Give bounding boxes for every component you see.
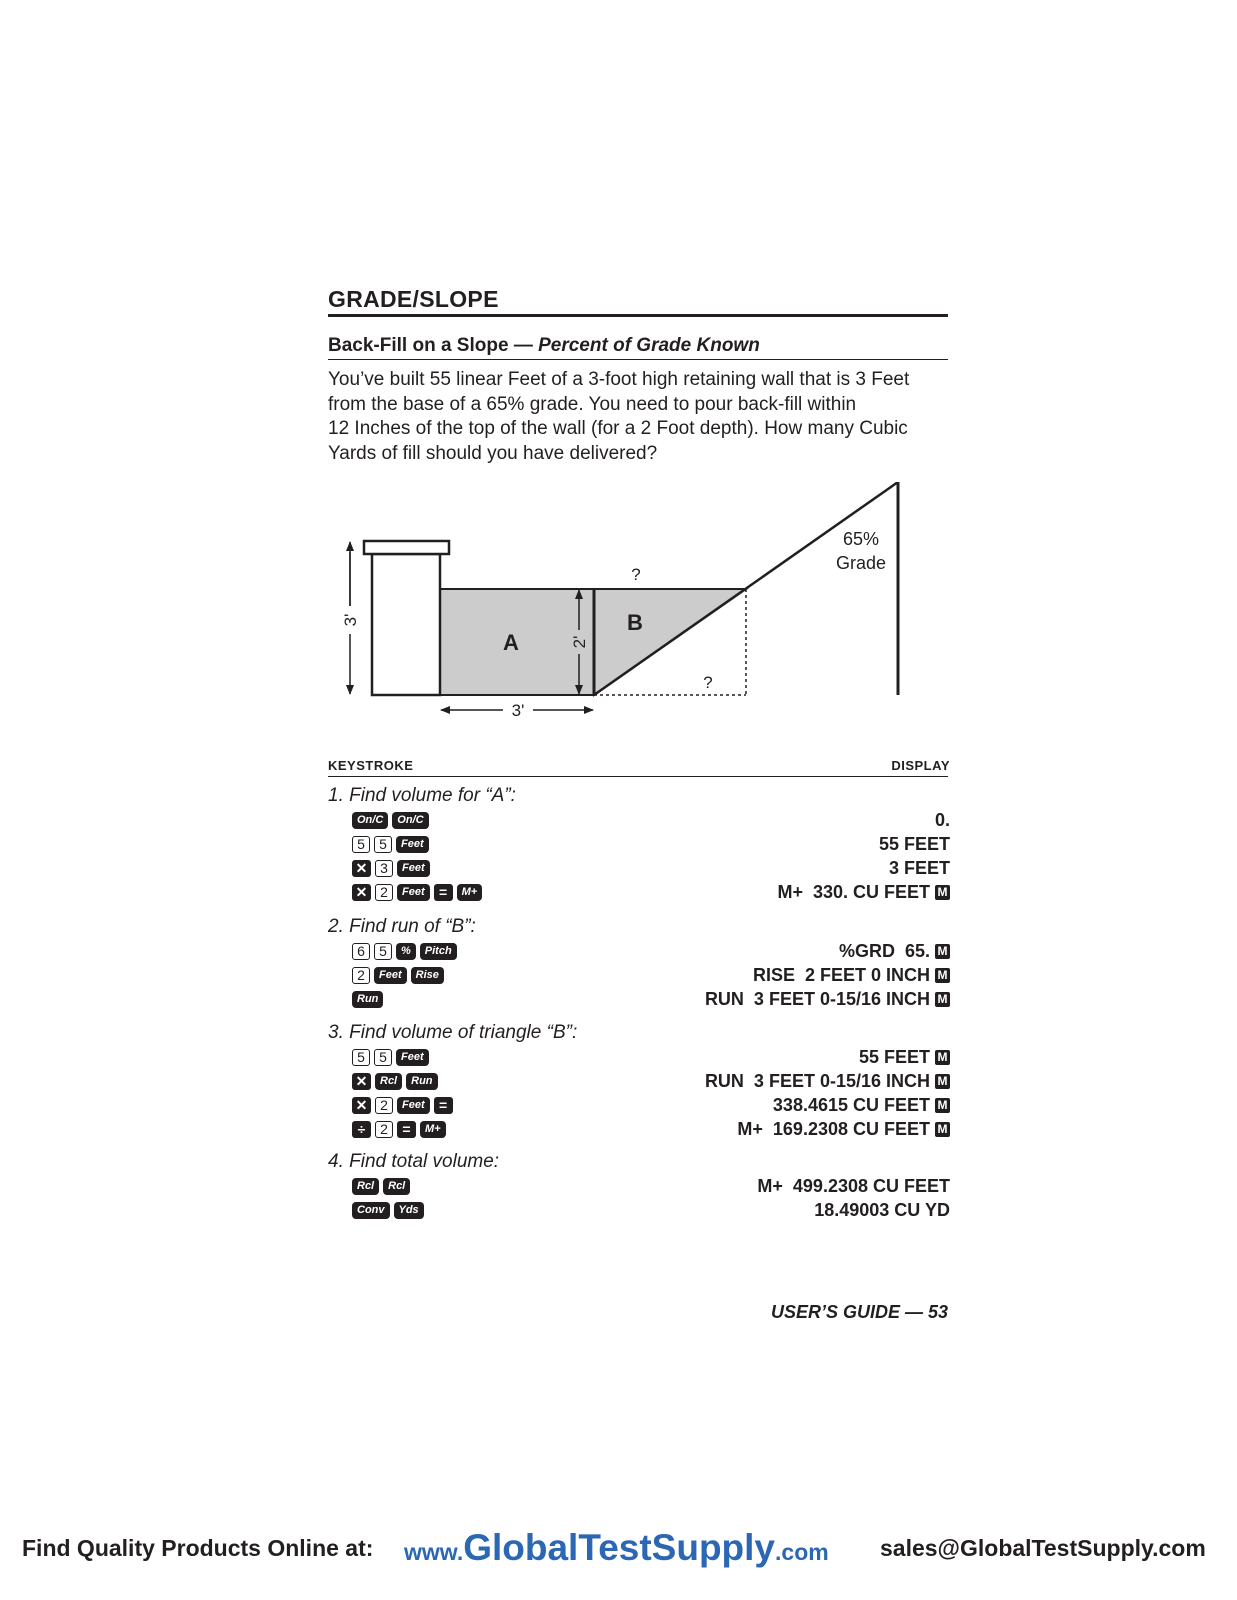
- calculator-key: Feet: [397, 884, 430, 901]
- keystroke-header: KEYSTROKE: [328, 758, 414, 773]
- calculator-key: 5: [374, 836, 392, 853]
- label-a: A: [503, 630, 519, 655]
- calculator-key: =: [397, 1121, 416, 1138]
- calculator-key: 5: [374, 943, 392, 960]
- calculator-key: Feet: [397, 860, 430, 877]
- keystroke-row: [328, 1198, 948, 1222]
- display-value: RUN 3 FEET 0-15/16 INCH M: [705, 1069, 950, 1093]
- calculator-key: Rise: [411, 967, 444, 984]
- memory-indicator: M: [935, 1050, 950, 1065]
- calculator-key: M+: [457, 884, 483, 901]
- keystroke-row: [328, 963, 948, 987]
- keystroke-sequence: [352, 1120, 446, 1138]
- banner-url[interactable]: www.GlobalTestSupply.com: [404, 1527, 829, 1568]
- display-value: 3 FEET: [888, 858, 950, 878]
- step-title: 1. Find volume for “A”:: [328, 785, 516, 806]
- calculator-key: 6: [352, 943, 370, 960]
- section-title: GRADE/SLOPE: [328, 286, 948, 317]
- step-title: 3. Find volume of triangle “B”:: [328, 1022, 578, 1043]
- calculator-key: Yds: [394, 1202, 424, 1219]
- memory-indicator: M: [935, 1074, 950, 1089]
- width-label: 3': [511, 701, 525, 720]
- grade-percent: 65%: [842, 529, 880, 549]
- step-title: 4. Find total volume:: [328, 1151, 500, 1172]
- calculator-key: M+: [420, 1121, 446, 1138]
- display-value: 55 FEET: [878, 834, 950, 854]
- memory-indicator: M: [935, 992, 950, 1007]
- wall-cap: [364, 541, 449, 554]
- keystroke-row: [328, 1117, 948, 1141]
- keystroke-sequence: [352, 990, 383, 1008]
- keystroke-sequence: [352, 1096, 453, 1114]
- header-rule: [328, 776, 948, 777]
- depth-label: 2': [570, 635, 589, 649]
- intro-line: You’ve built 55 linear Feet of a 3-foot high retaining wall that is 3 Feet: [328, 369, 910, 390]
- display-value: 18.49003 CU YD: [814, 1200, 950, 1220]
- calculator-key: 3: [375, 860, 393, 877]
- keystroke-row: [328, 1174, 948, 1198]
- step-title: 2. Find run of “B”:: [328, 916, 476, 937]
- keystroke-row: [328, 1093, 948, 1117]
- page-footer: USER’S GUIDE — 53: [770, 1302, 948, 1322]
- keystroke-sequence: [352, 1201, 424, 1219]
- keystroke-sequence: [352, 1072, 438, 1090]
- memory-indicator: M: [935, 1122, 950, 1137]
- display-header: DISPLAY: [891, 758, 950, 773]
- subtitle-italic: Percent of Grade Known: [538, 335, 760, 356]
- question-bottom: ?: [703, 673, 713, 692]
- promo-banner: [0, 1528, 1237, 1568]
- calculator-key: ÷: [352, 1121, 371, 1138]
- calculator-key: Run: [352, 991, 383, 1008]
- display-value: M+ 169.2308 CU FEET M: [737, 1117, 950, 1141]
- keystroke-sequence: [352, 966, 444, 984]
- grade-word: Grade: [835, 553, 887, 573]
- calculator-key: Feet: [396, 836, 429, 853]
- keystroke-sequence: [352, 883, 482, 901]
- keystroke-row: [328, 939, 948, 963]
- calculator-key: %: [396, 943, 416, 960]
- calculator-key: 2: [375, 884, 393, 901]
- display-value: 0.: [934, 810, 950, 830]
- keystroke-sequence: [352, 859, 430, 877]
- keystroke-sequence: [352, 835, 429, 853]
- calculator-key: 2: [375, 1097, 393, 1114]
- calculator-key: On/C: [352, 812, 388, 829]
- calculator-key: Feet: [374, 967, 407, 984]
- calculator-key: =: [434, 884, 453, 901]
- memory-indicator: M: [935, 944, 950, 959]
- keystroke-row: [328, 1069, 948, 1093]
- display-value: 338.4615 CU FEET M: [773, 1093, 950, 1117]
- display-value: RUN 3 FEET 0-15/16 INCH M: [705, 987, 950, 1011]
- intro-line: Yards of fill should you have delivered?: [328, 442, 658, 464]
- banner-text: Find Quality Products Online at:: [22, 1535, 374, 1561]
- keystroke-sequence: [352, 1048, 429, 1066]
- calculator-key: Rcl: [383, 1178, 410, 1195]
- calculator-key: ✕: [352, 884, 371, 901]
- display-value: 55 FEET M: [859, 1045, 950, 1069]
- display-value: M+ 499.2308 CU FEET: [757, 1176, 950, 1196]
- label-b: B: [627, 610, 643, 635]
- calculator-key: Run: [406, 1073, 437, 1090]
- wall-height-label: 3': [341, 613, 360, 627]
- step: [328, 1150, 948, 1222]
- calculator-key: 2: [375, 1121, 393, 1138]
- calculator-key: ✕: [352, 860, 371, 877]
- intro-line: from the base of a 65% grade. You need to pour back-fill within: [328, 393, 857, 415]
- step: [328, 915, 948, 1011]
- keystroke-sequence: [352, 1177, 410, 1195]
- question-top: ?: [631, 565, 641, 584]
- keystroke-row: [328, 832, 948, 856]
- memory-indicator: M: [935, 885, 950, 900]
- calculator-key: Rcl: [375, 1073, 402, 1090]
- calculator-key: ✕: [352, 1073, 371, 1090]
- step: [328, 1021, 948, 1141]
- calculator-key: 5: [374, 1049, 392, 1066]
- calculator-key: 5: [352, 1049, 370, 1066]
- display-value: RISE 2 FEET 0 INCH M: [753, 963, 950, 987]
- keystroke-row: [328, 856, 948, 880]
- calculator-key: =: [434, 1097, 453, 1114]
- display-value: %GRD 65. M: [839, 939, 950, 963]
- retaining-wall: [372, 554, 440, 695]
- intro-paragraph: [328, 368, 950, 466]
- keystroke-sequence: [352, 811, 429, 829]
- calculator-key: On/C: [392, 812, 428, 829]
- backfill-diagram: [328, 482, 948, 732]
- display-value: M+ 330. CU FEET M: [777, 880, 950, 904]
- memory-indicator: M: [935, 1098, 950, 1113]
- subtitle-plain: Back-Fill on a Slope —: [328, 335, 539, 356]
- calculator-key: 5: [352, 836, 370, 853]
- calculator-key: Feet: [396, 1049, 429, 1066]
- step: [328, 784, 948, 904]
- intro-line: 12 Inches of the top of the wall (for a 2 Foot depth). How many Cubic: [328, 418, 908, 439]
- keystroke-sequence: [352, 942, 457, 960]
- keystroke-row: [328, 987, 948, 1011]
- calculator-key: Conv: [352, 1202, 390, 1219]
- keystroke-row: [328, 808, 948, 832]
- calculator-key: Pitch: [420, 943, 457, 960]
- subtitle: [328, 334, 948, 360]
- calculator-key: 2: [352, 967, 370, 984]
- calculator-key: Rcl: [352, 1178, 379, 1195]
- calculator-key: ✕: [352, 1097, 371, 1114]
- keystroke-row: [328, 1045, 948, 1069]
- memory-indicator: M: [935, 968, 950, 983]
- keystroke-row: [328, 880, 948, 904]
- banner-email[interactable]: sales@GlobalTestSupply.com: [880, 1535, 1206, 1561]
- calculator-key: Feet: [397, 1097, 430, 1114]
